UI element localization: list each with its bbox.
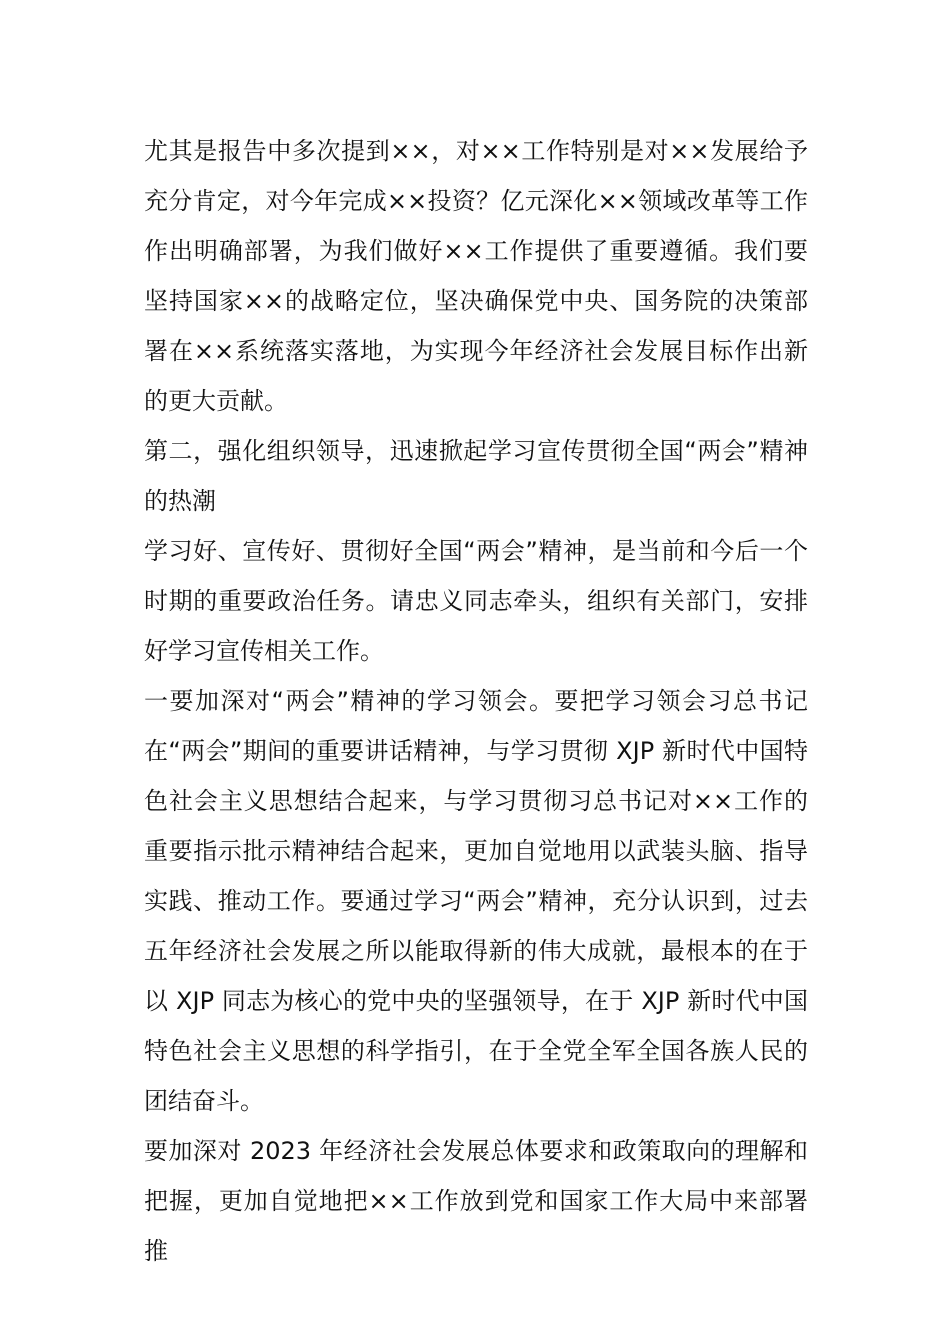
paragraph-3: 学习好、宣传好、贯彻好全国“两会”精神，是当前和今后一个时期的重要政治任务。请忠义同志牵头，组织有关部门，安排好学习宣传相关工作。 — [144, 537, 808, 665]
document-body — [144, 126, 808, 1276]
section-heading-2: 第二，强化组织领导，迅速掀起学习宣传贯彻全国“两会”精神的热潮 — [144, 437, 808, 515]
paragraph-5: 要加深对 2023 年经济社会发展总体要求和政策取向的理解和把握，更加自觉地把××工作放到党和国家工作大局中来部署推 — [144, 1137, 808, 1265]
paragraph-1: 尤其是报告中多次提到××，对××工作特别是对××发展给予充分肯定，对今年完成××投资？亿元深化××领域改革等工作作出明确部署，为我们做好××工作提供了重要遵循。我们要坚持国家××的战略定位，坚决确保党中央、国务院的决策部署在××系统落实落地，为实现今年经济社会发展目标作出新的更大贡献。 — [144, 137, 808, 415]
paragraph-4: 一要加深对“两会”精神的学习领会。要把学习领会习总书记在“两会”期间的重要讲话精神，与学习贯彻 XJP 新时代中国特色社会主义思想结合起来，与学习贯彻习总书记对××工作的重要指示批示精神结合起来，更加自觉地用以武装头脑、指导实践、推动工作。要通过学习“两会”精神，充分认识到，过去五年经济社会发展之所以能取得新的伟大成就，最根本的在于以 XJP 同志为核心的党中央的坚强领导，在于 XJP 新时代中国特色社会主义思想的科学指引，在于全党全军全国各族人民的团结奋斗。 — [144, 687, 808, 1115]
